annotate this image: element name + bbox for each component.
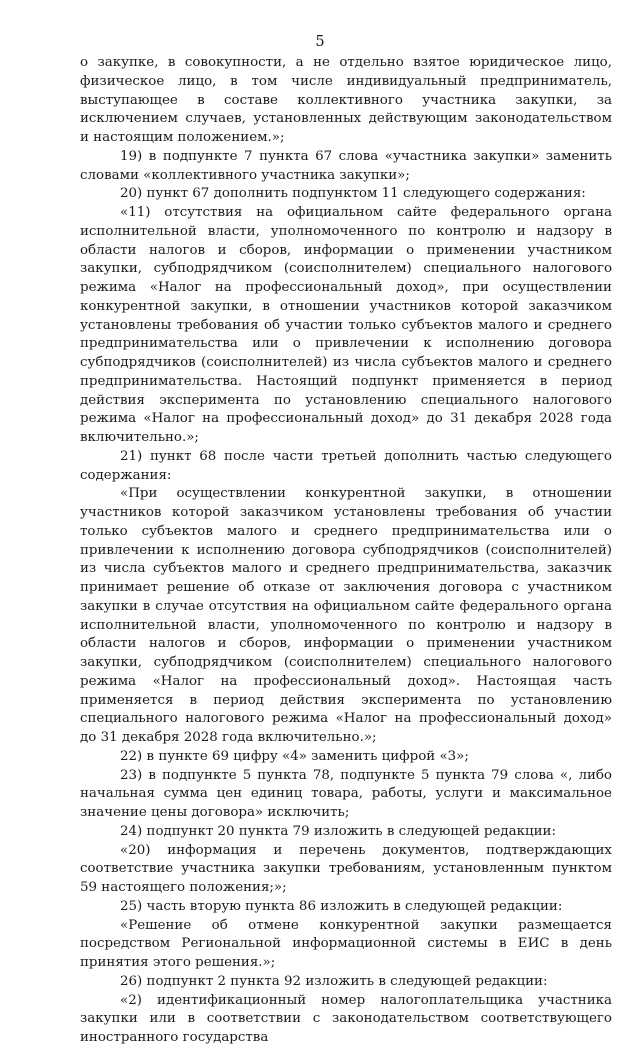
page-number: 5: [315, 34, 325, 50]
paragraph-item-26: 26) подпункт 2 пункта 92 изложить в следующей редакции:: [120, 973, 548, 989]
paragraph-item-21-text: «При осуществлении конкурентной закупки, в отношении участников которой заказчиком установлены требования об участии только субъектов малого и среднего предпринимательства или о привлечении к исполнению договора субподрядчиков (соисполнителей) из числа субъектов малого и среднего предпринимательства, заказчик принимает решение об отказе от заключения договора с участником закупки в случае отсутствия на официальном сайте федерального органа исполнительной власти, уполномоченного по контролю и надзору в области налогов и сборов, информации о применении участником закупки, субподрядчиком (соисполнителем) специального налогового режима «Налог на профессиональный доход». Настоящая часть применяется в период действия эксперимента по установлению специального налогового режима «Налог на профессиональный доход» до 31 декабря 2028 года включительно.»;: [80, 486, 612, 745]
paragraph-item-23: 23) в подпункте 5 пункта 78, подпункте 5 пункта 79 слова «, либо начальная сумма цен единиц товара, работы, услуги и максимальное значение цены договора» исключить;: [80, 767, 612, 820]
paragraph-item-20: 20) пункт 67 дополнить подпунктом 11 следующего содержания:: [120, 186, 586, 202]
paragraph-item-25: 25) часть вторую пункта 86 изложить в следующей редакции:: [120, 898, 563, 914]
paragraph-item-24: 24) подпункт 20 пункта 79 изложить в следующей редакции:: [120, 823, 556, 839]
paragraph-item-20-text: «11) отсутствия на официальном сайте федерального органа исполнительной власти, уполномоченного по контролю и надзору в области налогов и сборов, информации о применении участником закупки, субподрядчиком (соисполнителем) специального налогового режима «Налог на профессиональный доход», при осуществлении конкурентной закупки, в отношении участников которой заказчиком установлены требования об участии только субъектов малого и среднего предпринимательства или о привлечении к исполнению договора субподрядчиков (соисполнителей) из числа субъектов малого и среднего предпринимательства. Настоящий подпункт применяется в период действия эксперимента по установлению специального налогового режима «Налог на профессиональный доход» до 31 декабря 2028 года включительно.»;: [80, 205, 612, 445]
document-body: [80, 54, 612, 1048]
paragraph-item-21: 21) пункт 68 после части третьей дополнить частью следующего содержания:: [80, 448, 612, 483]
paragraph-item-25-text: «Решение об отмене конкурентной закупки размещается посредством Региональной информационной системы в ЕИС в день принятия этого решения.»;: [80, 917, 612, 970]
paragraph-item-19: 19) в подпункте 7 пункта 67 слова «участника закупки» заменить словами «коллективного участника закупки»;: [80, 148, 612, 183]
paragraph-item-26-text: «2) идентификационный номер налогоплательщика участника закупки или в соответствии с законодательством соответствующего иностранного государства: [80, 992, 612, 1045]
paragraph-item-22: 22) в пункте 69 цифру «4» заменить цифрой «3»;: [120, 748, 469, 764]
paragraph-continuation: о закупке, в совокупности, а не отдельно взятое юридическое лицо, физическое лицо, в том числе индивидуальный предприниматель, выступающее в составе коллективного участника закупки, за исключением случаев, установленных действующим законодательством и настоящим положением.»;: [80, 55, 612, 145]
paragraph-item-24-text: «20) информация и перечень документов, подтверждающих соответствие участника закупки требованиям, установленным пунктом 59 настоящего положения;»;: [80, 842, 612, 895]
